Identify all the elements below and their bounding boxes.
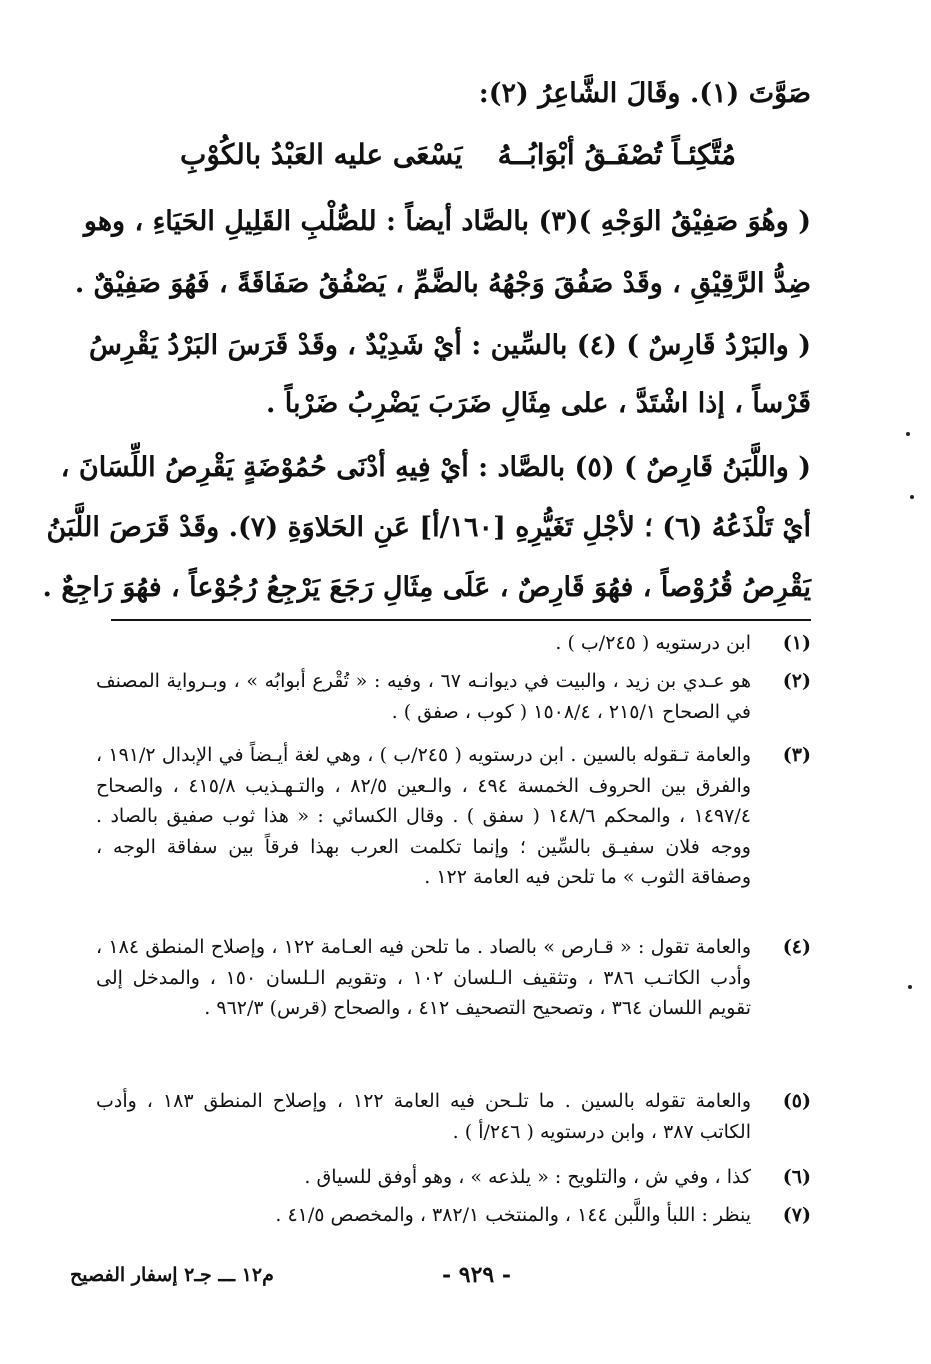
verse-hemistich-second: يَسْعَى عليه العَبْدُ بالكُوْبِ bbox=[180, 138, 463, 171]
footnote-number: (٥) bbox=[782, 1090, 811, 1112]
footnote-1 bbox=[96, 628, 811, 659]
scan-speck bbox=[906, 432, 910, 436]
footnote-text: والعامة تقول : « قـارص » بالصاد . ما تلحن فيه العـامة ١٢٢ ، وإصلاح المنطق ١٨٤ ، وأدب الكاتـب ٣٨٦ ، وتثقيف الـلسان ١٠٢ ، وتقويم الـلسان ١٥٠ ، والمدخل إلى تقويم اللسان ٣٦٤ ، وتصحيح التصحيف ٤١٢ ، والصحاح (قرس) ٩٦٢/٣ . bbox=[96, 936, 752, 1019]
body-line-3: ضِدُّ الرَّقِيْقِ ، وقَدْ صَفُقَ وَجْهُهُ بالضَّمِّ ، يَصْفُقُ صَفَاقَةً ، فَهُوَ صَفِيْقٌ . bbox=[74, 268, 811, 299]
footnote-number: (١) bbox=[782, 632, 811, 654]
verse-hemistich-first: مُتَّكِئـاً تُصْفَـقُ أبْوَابُــهُ bbox=[497, 138, 736, 171]
body-line-8: يَقْرِصُ قُرُوْصاً ، فهُوَ قَارِصٌ ، عَلَى مِثَالِ رَجَعَ يَرْجِعُ رُجُوْعاً ، فهُوَ رَاجِعٌ . bbox=[42, 572, 811, 603]
scan-speck bbox=[910, 495, 914, 499]
page-number: - ٩٢٩ - bbox=[441, 1262, 511, 1288]
body-line-5: قَرْساً ، إذا اشْتَدَّ ، على مِثَالِ ضَرَبَ يَضْرِبُ ضَرْباً . bbox=[265, 388, 811, 419]
footnote-number: (٣) bbox=[782, 744, 811, 766]
footnote-text: والعامة تـقوله بالسين . ابن درستويه ( ٢٤٥/ب ) ، وهي لغة أيـضاً في الإبدال ١٩١/٢ ، والفرق بين الحروف الخمسة ٤٩٤ ، والـعين ٨٢/٥ ، والتـهـذيب ٤١٥/٨ ، والصحاح ١٤٩٧/٤ ، والمحكم ١٤٨/٦ ( سفق ) . وقال الكسائي : « هذا ثوب صفيق بالصاد . ووجه فلان سفيـق بالسِّين ؛ وإنما تكلمت العرب بهذا فرقاً بين سفاقة الوجه ، وصفاقة الثوب » ما تلحن فيه العامة ١٢٢ . bbox=[96, 744, 752, 888]
footnote-number: (٢) bbox=[782, 670, 811, 692]
scan-speck bbox=[908, 985, 912, 989]
footnote-text: ينظر : اللبأ واللَّبن ١٤٤ ، والمنتخب ٣٨٢/١ ، والمخصص ٤١/٥ . bbox=[275, 1204, 751, 1226]
footnote-7 bbox=[96, 1200, 811, 1231]
page-footer bbox=[70, 1262, 811, 1292]
footnote-text: كذا ، وفي ش ، والتلويح : « يلذعه » ، وهو أوفق للسياق . bbox=[304, 1166, 751, 1188]
footnote-separator bbox=[111, 619, 811, 621]
footnote-4 bbox=[96, 932, 811, 1024]
body-line-4: ( والبَرْدُ قَارِسٌ ) (٤) بالسِّين : أيْ شَدِيْدٌ ، وقَدْ قَرَسَ البَرْدُ يَقْرِسُ bbox=[88, 330, 811, 361]
footnote-number: (٤) bbox=[782, 936, 811, 958]
footnote-3 bbox=[96, 740, 811, 893]
body-line-1: صَوَّتَ (١). وقَالَ الشَّاعِرُ (٢): bbox=[478, 78, 811, 109]
printer-signature: م١٢ ـــ جـ٢ إسفار الفصيح bbox=[70, 1264, 274, 1286]
footnote-number: (٦) bbox=[782, 1166, 811, 1188]
footnote-2 bbox=[96, 666, 811, 727]
body-line-6: ( واللَّبَنُ قَارِصٌ ) (٥) بالصَّاد : أيْ فِيهِ أدْنَى حُمُوْضَةٍ يَقْرِصُ اللِّسَانَ ، bbox=[60, 452, 811, 483]
footnote-number: (٧) bbox=[782, 1204, 811, 1226]
footnote-text: هو عـدي بن زيد ، والبيت في ديوانـه ٦٧ ، وفيه : « تُقْرع أبوابُه » ، وبـرواية المصنف في الصحاح ٢١٥/١ ، ١٥٠٨/٤ ( كوب ، صفق ) . bbox=[96, 670, 752, 723]
footnote-text: ابن درستويه ( ٢٤٥/ب ) . bbox=[555, 632, 751, 654]
poem-verse bbox=[100, 138, 811, 188]
body-line-7: أيْ تَلْذَعُهُ (٦) ؛ لأجْلِ تَغَيُّرِهِ [١٦٠/أ] عَنِ الحَلاوَةِ (٧). وقَدْ قَرَصَ اللَّبَنُ bbox=[46, 512, 811, 543]
footnote-text: والعامة تقوله بالسين . ما تلـحن فيه العامة ١٢٢ ، وإصلاح المنطق ١٨٣ ، وأدب الكاتب ٣٨٧ ، وابن درستويه ( ٢٤٦/أ ) . bbox=[96, 1090, 752, 1143]
body-line-2: ( وهُوَ صَفِيْقُ الوَجْهِ )(٣) بالصَّاد أيضاً : للصُّلْبِ القَلِيلِ الحَيَاءِ ، وهو bbox=[83, 206, 811, 237]
footnote-5 bbox=[96, 1086, 811, 1147]
footnote-6 bbox=[96, 1162, 811, 1193]
